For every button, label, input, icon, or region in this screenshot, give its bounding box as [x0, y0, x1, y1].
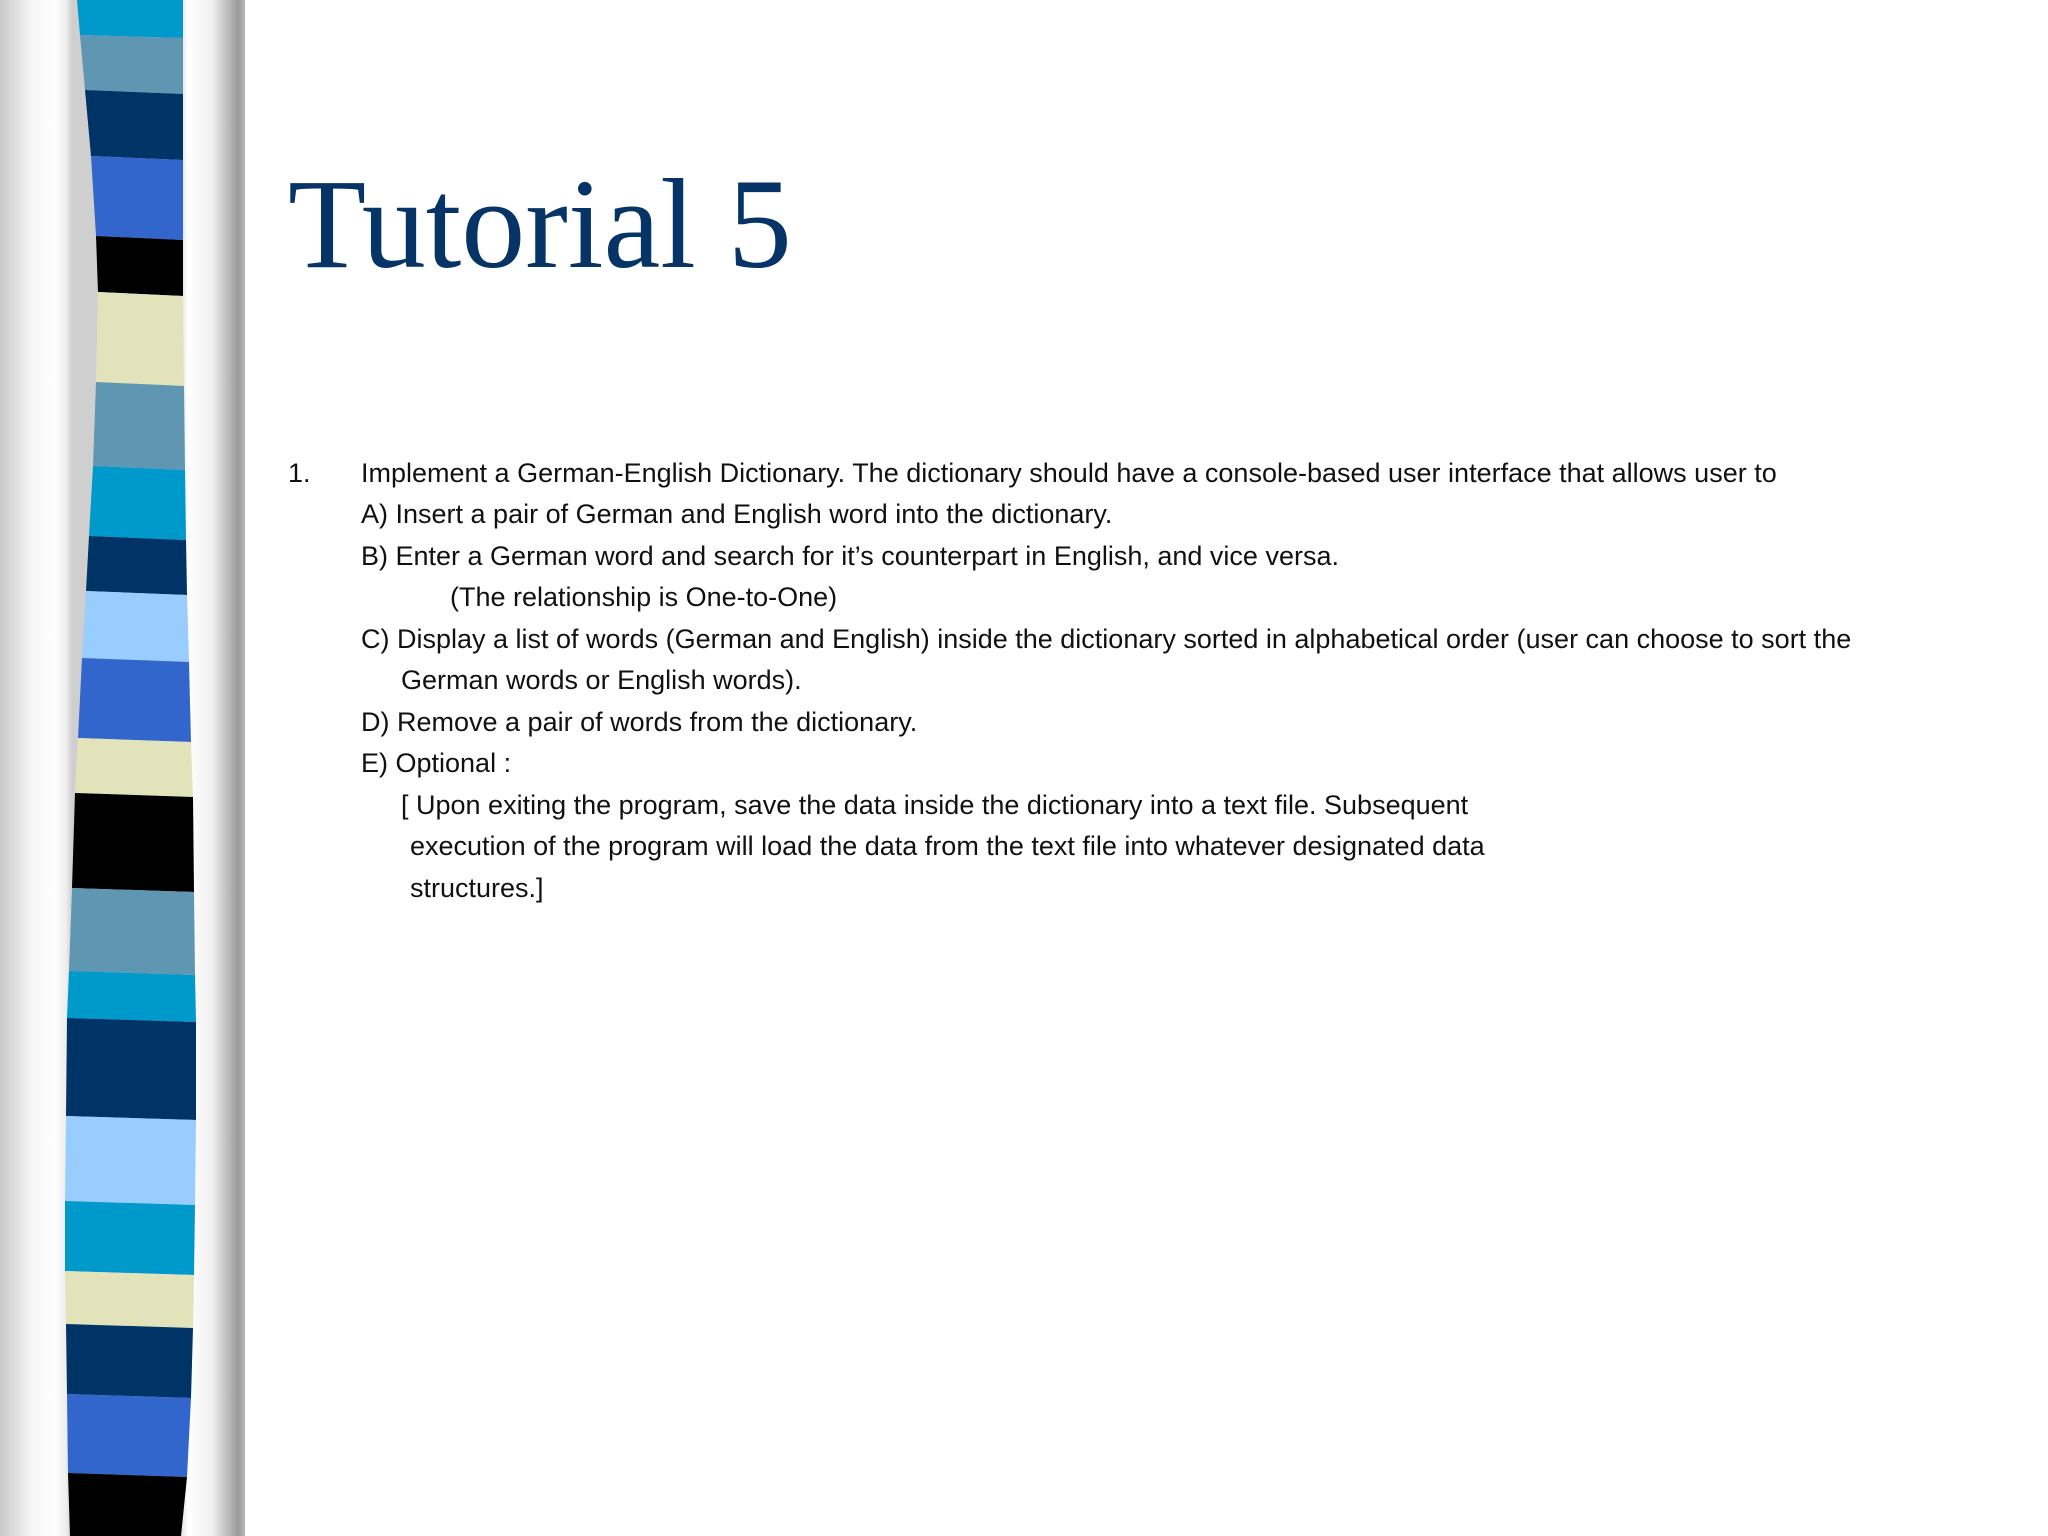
sub-item-e-line1: [ Upon exiting the program, save the data inside the dictionary into a text file. Subsequent [401, 790, 1469, 820]
item-intro-text: Implement a German-English Dictionary. The dictionary should have a console-based user interface that allows user to [361, 458, 1777, 488]
sub-item-c-line2: German words or English words). [401, 665, 802, 695]
sub-item-b-note: (The relationship is One-to-One) [450, 582, 838, 612]
sub-item-b: B) Enter a German word and search for it’s counterpart in English, and vice versa. [361, 541, 1339, 571]
sub-item-e-line2: execution of the program will load the data from the text file into whatever designated data [410, 831, 1485, 861]
sub-item-c-line1: C) Display a list of words (German and English) inside the dictionary sorted in alphabetical order (user can choose to sort the [361, 624, 1852, 654]
striped-ribbon-decoration [0, 0, 245, 1536]
sub-item-e: E) Optional : [361, 748, 512, 778]
sub-item-a: A) Insert a pair of German and English word into the dictionary. [361, 499, 1113, 529]
sub-item-e-line3: structures.] [410, 873, 544, 903]
item-number: 1. [288, 458, 311, 488]
slide-title: Tutorial 5 [288, 153, 792, 295]
sub-item-d: D) Remove a pair of words from the dictionary. [361, 707, 918, 737]
